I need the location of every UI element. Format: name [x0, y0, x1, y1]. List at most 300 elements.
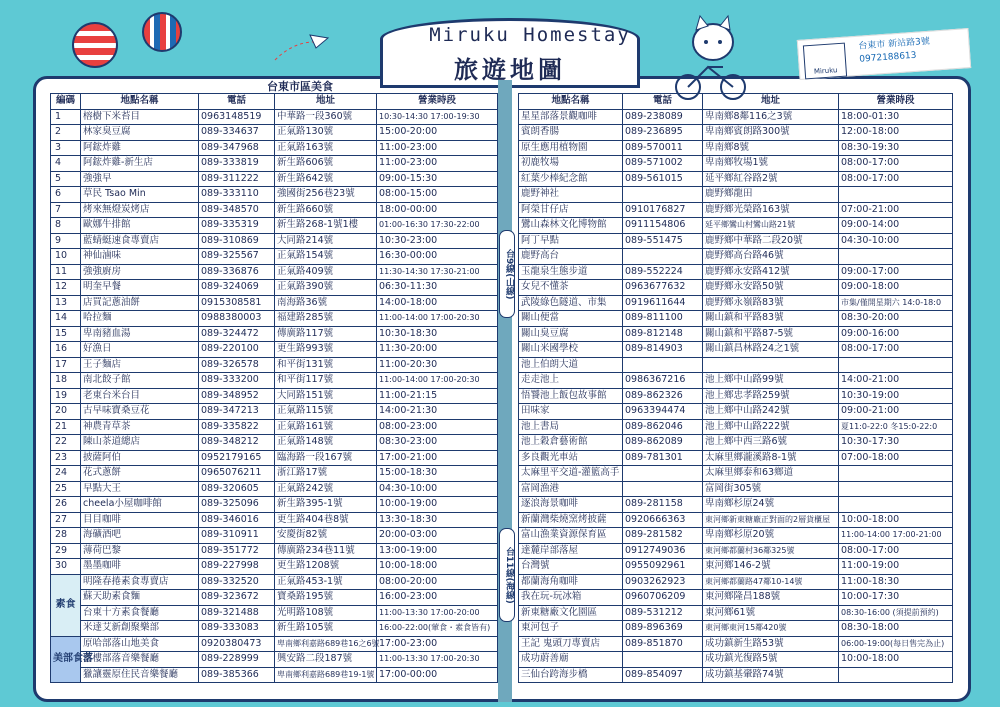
- cell-name: 蘇天助素食麵: [81, 590, 199, 606]
- row-number: 27: [51, 512, 81, 528]
- cell-name: 阿榮甘仔店: [519, 202, 623, 218]
- cell-name: 藍蜻蜓速食專賣店: [81, 233, 199, 249]
- row-number: 6: [51, 187, 81, 203]
- cell-hours: 06:30-11:30: [377, 280, 498, 296]
- cell-addr: 卑南鄉牧場1號: [703, 156, 839, 172]
- table-row: [51, 125, 498, 141]
- cell-addr: 新生路606號: [275, 156, 377, 172]
- table-row: [51, 419, 498, 435]
- table-row: [519, 342, 953, 358]
- cell-hours: 10:00-17:30: [839, 590, 953, 606]
- cell-phone: 0952179165: [199, 450, 275, 466]
- route-label-hwy9: 台9線(山線): [499, 230, 515, 318]
- table-row: [51, 295, 498, 311]
- cell-addr: 成功鎮光復路5號: [703, 652, 839, 668]
- cell-addr: 更生路993號: [275, 342, 377, 358]
- table-row: [51, 202, 498, 218]
- table-row: [519, 388, 953, 404]
- cell-phone: 0963148519: [199, 109, 275, 125]
- table-row: [519, 140, 953, 156]
- cell-phone: 089-862089: [623, 435, 703, 451]
- cell-addr: 中華路一段360號: [275, 109, 377, 125]
- cell-addr: 富岡街305號: [703, 481, 839, 497]
- cell-phone: 089-335822: [199, 419, 275, 435]
- cell-name: 原哈部落山地美食: [81, 636, 199, 652]
- cell-addr: 和平街117號: [275, 373, 377, 389]
- cell-addr: 池上鄉中西三路6號: [703, 435, 839, 451]
- table-row: [51, 264, 498, 280]
- cell-name: 玉龍泉生態步道: [519, 264, 623, 280]
- cell-hours: 08:00-17:00: [839, 543, 953, 559]
- cell-phone: [623, 481, 703, 497]
- cell-name: 新東糖廠文化園區: [519, 605, 623, 621]
- cell-phone: 089-854097: [623, 667, 703, 683]
- table-row: [51, 450, 498, 466]
- cell-name: 田味家: [519, 404, 623, 420]
- hot-air-balloon-icon: [72, 22, 118, 68]
- contact-address: 台東市 新站路3號: [858, 36, 931, 52]
- cell-addr: 正氣路409號: [275, 264, 377, 280]
- cell-phone: 089-552224: [623, 264, 703, 280]
- cell-name: 星星部落景觀咖啡: [519, 109, 623, 125]
- left-food-table: [50, 93, 498, 683]
- row-number: 18: [51, 373, 81, 389]
- col-header-name: 地點名稱: [519, 94, 623, 110]
- row-number: 26: [51, 497, 81, 513]
- cell-name: 台東十方素食餐廳: [81, 605, 199, 621]
- cell-addr: 東河鄉都蘭村36鄰325號: [703, 543, 839, 559]
- table-row: [51, 605, 498, 621]
- table-row: [519, 605, 953, 621]
- col-header-phone: 電話: [623, 94, 703, 110]
- cell-phone: 089-227998: [199, 559, 275, 575]
- table-row: [519, 218, 953, 234]
- cell-hours: 09:00-16:00: [839, 326, 953, 342]
- cell-hours: 07:00-21:00: [839, 202, 953, 218]
- cell-addr: 傳廣路234巷11號: [275, 543, 377, 559]
- table-row: [519, 156, 953, 172]
- cell-hours: 09:00-21:00: [839, 404, 953, 420]
- table-row: [51, 590, 498, 606]
- cell-hours: 14:00-18:00: [377, 295, 498, 311]
- cell-addr: 寶桑路195號: [275, 590, 377, 606]
- cell-addr: 東河鄉146-2號: [703, 559, 839, 575]
- cell-addr: 東河鄉都蘭路47鄰10-14號: [703, 574, 839, 590]
- cell-hours: 18:00-00:00: [377, 202, 498, 218]
- cell-phone: 089-324472: [199, 326, 275, 342]
- cell-name: 榕樹下米苔目: [81, 109, 199, 125]
- cell-addr: 更生路1208號: [275, 559, 377, 575]
- cell-hours: 04:30-10:00: [377, 481, 498, 497]
- table-row: [51, 559, 498, 575]
- cell-name: 強強早: [81, 171, 199, 187]
- cell-name: 富山漁業資源保育區: [519, 528, 623, 544]
- cell-addr: 正氣路130號: [275, 125, 377, 141]
- cell-hours: 16:00-23:00: [377, 590, 498, 606]
- row-number: 25: [51, 481, 81, 497]
- hot-air-balloon-icon: [142, 12, 182, 52]
- cell-name: 池上穀倉藝術館: [519, 435, 623, 451]
- table-row: [51, 543, 498, 559]
- route-label-hwy11: 台11線(海線): [499, 528, 515, 622]
- cell-addr: 鹿野鄉中華路二段20號: [703, 233, 839, 249]
- cell-addr: 正氣路390號: [275, 280, 377, 296]
- cell-addr: 正氣路242號: [275, 481, 377, 497]
- table-row: [51, 466, 498, 482]
- cell-hours: 07:00-18:00: [839, 450, 953, 466]
- row-number: 15: [51, 326, 81, 342]
- table-row: [519, 450, 953, 466]
- cell-hours: [839, 497, 953, 513]
- cell-name: 早點大王: [81, 481, 199, 497]
- cell-name: 卑南豬血湯: [81, 326, 199, 342]
- cell-phone: 0920666363: [623, 512, 703, 528]
- cell-addr: 臨海路一段167號: [275, 450, 377, 466]
- cell-phone: 089-333200: [199, 373, 275, 389]
- table-row: [519, 187, 953, 203]
- cell-phone: 089-334637: [199, 125, 275, 141]
- cell-hours: 10:30-14:30 17:00-19:30: [377, 109, 498, 125]
- table-row: [51, 218, 498, 234]
- cell-name: 目目咖啡: [81, 512, 199, 528]
- table-row: [519, 466, 953, 482]
- cell-name: 林家臭豆腐: [81, 125, 199, 141]
- table-row: [519, 202, 953, 218]
- cell-name: 阿鋐炸雞-新生店: [81, 156, 199, 172]
- cell-name: 我在玩-玩冰箱: [519, 590, 623, 606]
- cell-addr: 延平鄉紅谷路2號: [703, 171, 839, 187]
- cell-name: 新蘭灣柴燒窯烤披薩: [519, 512, 623, 528]
- cell-name: 阿丁早點: [519, 233, 623, 249]
- cell-hours: 11:30-14:30 17:30-21:00: [377, 264, 498, 280]
- cell-phone: 089-347968: [199, 140, 275, 156]
- cell-hours: 17:00-21:00: [377, 450, 498, 466]
- cell-addr: 卑南鄉杉原20號: [703, 528, 839, 544]
- cell-addr: 光明路108號: [275, 605, 377, 621]
- cell-phone: 0920380473: [199, 636, 275, 652]
- cell-phone: 089-346016: [199, 512, 275, 528]
- table-row: [519, 311, 953, 327]
- cell-addr: 東河鄉隆昌188號: [703, 590, 839, 606]
- cell-name: 強強廚房: [81, 264, 199, 280]
- cell-phone: 089-324069: [199, 280, 275, 296]
- cell-phone: 089-336876: [199, 264, 275, 280]
- table-row: [519, 574, 953, 590]
- cell-phone: 089-228999: [199, 652, 275, 668]
- cell-addr: [703, 357, 839, 373]
- col-header-address: 地址: [703, 94, 839, 110]
- table-row: [51, 481, 498, 497]
- cell-hours: 08:30-19:30: [839, 140, 953, 156]
- table-row: [519, 497, 953, 513]
- cell-name: 鸞山森林文化博物館: [519, 218, 623, 234]
- cell-phone: 089-551475: [623, 233, 703, 249]
- cell-addr: 安慶街82號: [275, 528, 377, 544]
- table-row: [519, 326, 953, 342]
- row-number: 2: [51, 125, 81, 141]
- cell-name: 三仙台跨海步橋: [519, 667, 623, 683]
- cell-hours: 16:30-00:00: [377, 249, 498, 265]
- cell-addr: 新生路395-1號: [275, 497, 377, 513]
- cell-hours: 14:00-21:00: [839, 373, 953, 389]
- table-row: [519, 249, 953, 265]
- cell-name: 關山便當: [519, 311, 623, 327]
- cell-phone: 089-896369: [623, 621, 703, 637]
- cell-phone: 089-570011: [623, 140, 703, 156]
- paper-plane-icon: [270, 30, 330, 70]
- table-row: [51, 388, 498, 404]
- cell-hours: 09:00-17:00: [839, 264, 953, 280]
- cell-hours: 08:30-23:00: [377, 435, 498, 451]
- cell-addr: 南海路36號: [275, 295, 377, 311]
- cell-name: 老東台米台目: [81, 388, 199, 404]
- table-row: [519, 109, 953, 125]
- cell-phone: 089-811100: [623, 311, 703, 327]
- cell-phone: [623, 249, 703, 265]
- cell-hours: 10:00-19:00: [377, 497, 498, 513]
- cell-addr: 傳廣路117號: [275, 326, 377, 342]
- table-row: [51, 357, 498, 373]
- cell-name: 披薩阿伯: [81, 450, 199, 466]
- cell-hours: 18:00-01:30: [839, 109, 953, 125]
- table-row: [51, 652, 498, 668]
- cell-hours: 11:00-23:00: [377, 140, 498, 156]
- cell-addr: 池上鄉中山路99號: [703, 373, 839, 389]
- cell-phone: 0955092961: [623, 559, 703, 575]
- cell-phone: 089-571002: [623, 156, 703, 172]
- table-row: [51, 109, 498, 125]
- table-row: [519, 233, 953, 249]
- cell-hours: 10:30-23:00: [377, 233, 498, 249]
- cell-phone: 089-814903: [623, 342, 703, 358]
- table-row: [519, 264, 953, 280]
- cell-name: 鹿野高台: [519, 249, 623, 265]
- cell-name: 池上伯朗大道: [519, 357, 623, 373]
- cell-name: 好漁日: [81, 342, 199, 358]
- table-row: [519, 652, 953, 668]
- table-row: [519, 404, 953, 420]
- cell-phone: 089-561015: [623, 171, 703, 187]
- cell-hours: [839, 357, 953, 373]
- cell-phone: 089-333110: [199, 187, 275, 203]
- row-number: 13: [51, 295, 81, 311]
- table-row: [519, 528, 953, 544]
- row-number: 23: [51, 450, 81, 466]
- cell-phone: 0963677632: [623, 280, 703, 296]
- cell-phone: 089-220100: [199, 342, 275, 358]
- section-title-taitung-food: 台東市區美食: [267, 80, 333, 93]
- cell-hours: 20:00-03:00: [377, 528, 498, 544]
- cell-hours: [839, 667, 953, 683]
- cell-phone: 089-326578: [199, 357, 275, 373]
- cell-addr: 東河鄉61號: [703, 605, 839, 621]
- cell-hours: 11:00-13:30 17:00-20:30: [377, 652, 498, 668]
- cell-addr: 關山鎮昌林路24之1號: [703, 342, 839, 358]
- table-row: [51, 156, 498, 172]
- cell-phone: 089-385366: [199, 667, 275, 683]
- cell-phone: 089-325567: [199, 249, 275, 265]
- cell-addr: 延平鄉鸞山村鸞山路21號: [703, 218, 839, 234]
- row-number: 17: [51, 357, 81, 373]
- cell-addr: 和平街131號: [275, 357, 377, 373]
- cell-hours: 10:00-18:00: [377, 559, 498, 575]
- logo: Miruku: [803, 43, 847, 80]
- table-row: [519, 621, 953, 637]
- cell-addr: 正氣路154號: [275, 249, 377, 265]
- cell-name: 都蘭海角咖啡: [519, 574, 623, 590]
- col-header-hours: 營業時段: [839, 94, 953, 110]
- table-header-row: [51, 94, 498, 110]
- cell-phone: [623, 466, 703, 482]
- cell-name: 古早味寶桑豆花: [81, 404, 199, 420]
- cell-hours: 11:00-14:00 17:00-20:30: [377, 311, 498, 327]
- cell-addr: 池上鄉忠孝路259號: [703, 388, 839, 404]
- cell-name: 雲樓部落音樂餐廳: [81, 652, 199, 668]
- row-number: 12: [51, 280, 81, 296]
- table-row: [51, 435, 498, 451]
- row-number: 11: [51, 264, 81, 280]
- cell-name: 東河包子: [519, 621, 623, 637]
- cell-phone: 0912749036: [623, 543, 703, 559]
- cell-addr: 卑南鄉8號: [703, 140, 839, 156]
- table-row: [519, 667, 953, 683]
- cell-addr: 正氣路148號: [275, 435, 377, 451]
- cell-addr: 太麻里鄉瀧溪路8-1號: [703, 450, 839, 466]
- cell-name: 烤來無燈炭烤店: [81, 202, 199, 218]
- cell-addr: 卑南鄉杉原24號: [703, 497, 839, 513]
- table-row: [51, 171, 498, 187]
- cell-addr: 大同路151號: [275, 388, 377, 404]
- cell-hours: 04:30-10:00: [839, 233, 953, 249]
- table-row: [519, 590, 953, 606]
- cell-hours: 11:00-14:00 17:00-20:30: [377, 373, 498, 389]
- col-header-number: 編碼: [51, 94, 81, 110]
- cell-addr: 東河鄉東河15鄰420號: [703, 621, 839, 637]
- cell-hours: 09:00-15:30: [377, 171, 498, 187]
- cell-phone: 0986367216: [623, 373, 703, 389]
- cell-hours: 11:00-19:00: [839, 559, 953, 575]
- cell-name: 富岡漁港: [519, 481, 623, 497]
- table-row: [51, 404, 498, 420]
- cell-hours: 10:00-18:00: [839, 512, 953, 528]
- row-number: 20: [51, 404, 81, 420]
- table-row: [51, 667, 498, 683]
- cell-name: 阿鋐炸雞: [81, 140, 199, 156]
- table-row: [51, 636, 498, 652]
- table-row: [51, 326, 498, 342]
- cell-name: 王子麵店: [81, 357, 199, 373]
- cell-phone: [623, 652, 703, 668]
- cell-phone: 089-323672: [199, 590, 275, 606]
- cell-addr: 大同路214號: [275, 233, 377, 249]
- row-number: 7: [51, 202, 81, 218]
- cell-hours: 11:00-13:30 17:00-20:00: [377, 605, 498, 621]
- row-number: 22: [51, 435, 81, 451]
- cell-phone: 0910176827: [623, 202, 703, 218]
- cell-hours: 15:00-20:00: [377, 125, 498, 141]
- cell-phone: 089-347213: [199, 404, 275, 420]
- cell-addr: 關山鎮和平路83號: [703, 311, 839, 327]
- cell-hours: 市集/僅開星期六 14:0-18:0: [839, 295, 953, 311]
- row-number: 4: [51, 156, 81, 172]
- cell-phone: 089-348212: [199, 435, 275, 451]
- cell-name: 海礦酒吧: [81, 528, 199, 544]
- cell-hours: 08:00-15:00: [377, 187, 498, 203]
- cell-name: 武陵綠色隧道、市集: [519, 295, 623, 311]
- cell-phone: 089-348570: [199, 202, 275, 218]
- cell-phone: 089-348952: [199, 388, 275, 404]
- cell-addr: 成功鎮基翬路74號: [703, 667, 839, 683]
- cell-addr: 卑南鄉利嘉路689巷19-1號: [275, 667, 377, 683]
- cell-name: 南北餃子館: [81, 373, 199, 389]
- page-title: Miruku Homestay: [429, 24, 631, 46]
- cell-name: 鹿野神社: [519, 187, 623, 203]
- cell-name: 悟饕池上飯包故事館: [519, 388, 623, 404]
- cell-addr: 卑南鄉8鄰116之3號: [703, 109, 839, 125]
- cell-hours: 16:00-22:00(葷食・素食皆有): [377, 621, 498, 637]
- cell-phone: 089-325096: [199, 497, 275, 513]
- table-row: [51, 187, 498, 203]
- cell-addr: 正氣路161號: [275, 419, 377, 435]
- cell-addr: 池上鄉中山路222號: [703, 419, 839, 435]
- cell-phone: [623, 187, 703, 203]
- cell-phone: 0988380003: [199, 311, 275, 327]
- cell-hours: 08:00-17:00: [839, 156, 953, 172]
- cell-addr: 新生路642號: [275, 171, 377, 187]
- cell-name: 原生應用植物園: [519, 140, 623, 156]
- cell-name: 走走池上: [519, 373, 623, 389]
- cell-hours: [839, 481, 953, 497]
- cell-hours: 13:00-19:00: [377, 543, 498, 559]
- cell-phone: 089-781301: [623, 450, 703, 466]
- table-header-row: [519, 94, 953, 110]
- col-header-phone: 電話: [199, 94, 275, 110]
- cell-hours: 01:00-16:30 17:30-22:00: [377, 218, 498, 234]
- table-row: [519, 435, 953, 451]
- cat-on-bicycle-icon: [668, 12, 758, 102]
- category-tribal: 美部食落: [51, 636, 81, 683]
- cell-phone: 089-335319: [199, 218, 275, 234]
- cell-hours: [839, 249, 953, 265]
- cell-name: 草民 Tsao Min: [81, 187, 199, 203]
- cell-phone: 0965076211: [199, 466, 275, 482]
- cell-addr: 池上鄉中山路242號: [703, 404, 839, 420]
- cell-hours: 08:00-17:00: [839, 342, 953, 358]
- cell-name: 墨墨咖啡: [81, 559, 199, 575]
- table-row: [519, 280, 953, 296]
- cell-hours: 17:00-00:00: [377, 667, 498, 683]
- cell-hours: 17:00-23:00: [377, 636, 498, 652]
- cell-phone: 089-851870: [623, 636, 703, 652]
- cell-addr: 東河鄉新東糖廠正對面的2層貨櫃屋: [703, 512, 839, 528]
- category-vegetarian: 素食: [51, 574, 81, 636]
- cell-phone: 089-236895: [623, 125, 703, 141]
- right-attractions-table: [518, 93, 953, 683]
- cell-name: 明奎早餐: [81, 280, 199, 296]
- table-row: [51, 528, 498, 544]
- cell-phone: 089-812148: [623, 326, 703, 342]
- cell-addr: 正氣路115號: [275, 404, 377, 420]
- cell-phone: 089-862046: [623, 419, 703, 435]
- cell-hours: 08:30-20:00: [839, 311, 953, 327]
- cell-addr: 福建路285號: [275, 311, 377, 327]
- cell-addr: 更生路404巷8號: [275, 512, 377, 528]
- cell-name: 紅葉少棒紀念館: [519, 171, 623, 187]
- cell-addr: 強國街256巷23號: [275, 187, 377, 203]
- cell-hours: [839, 187, 953, 203]
- cell-hours: 14:00-21:30: [377, 404, 498, 420]
- cell-hours: 08:30-16:00 (須提前預約): [839, 605, 953, 621]
